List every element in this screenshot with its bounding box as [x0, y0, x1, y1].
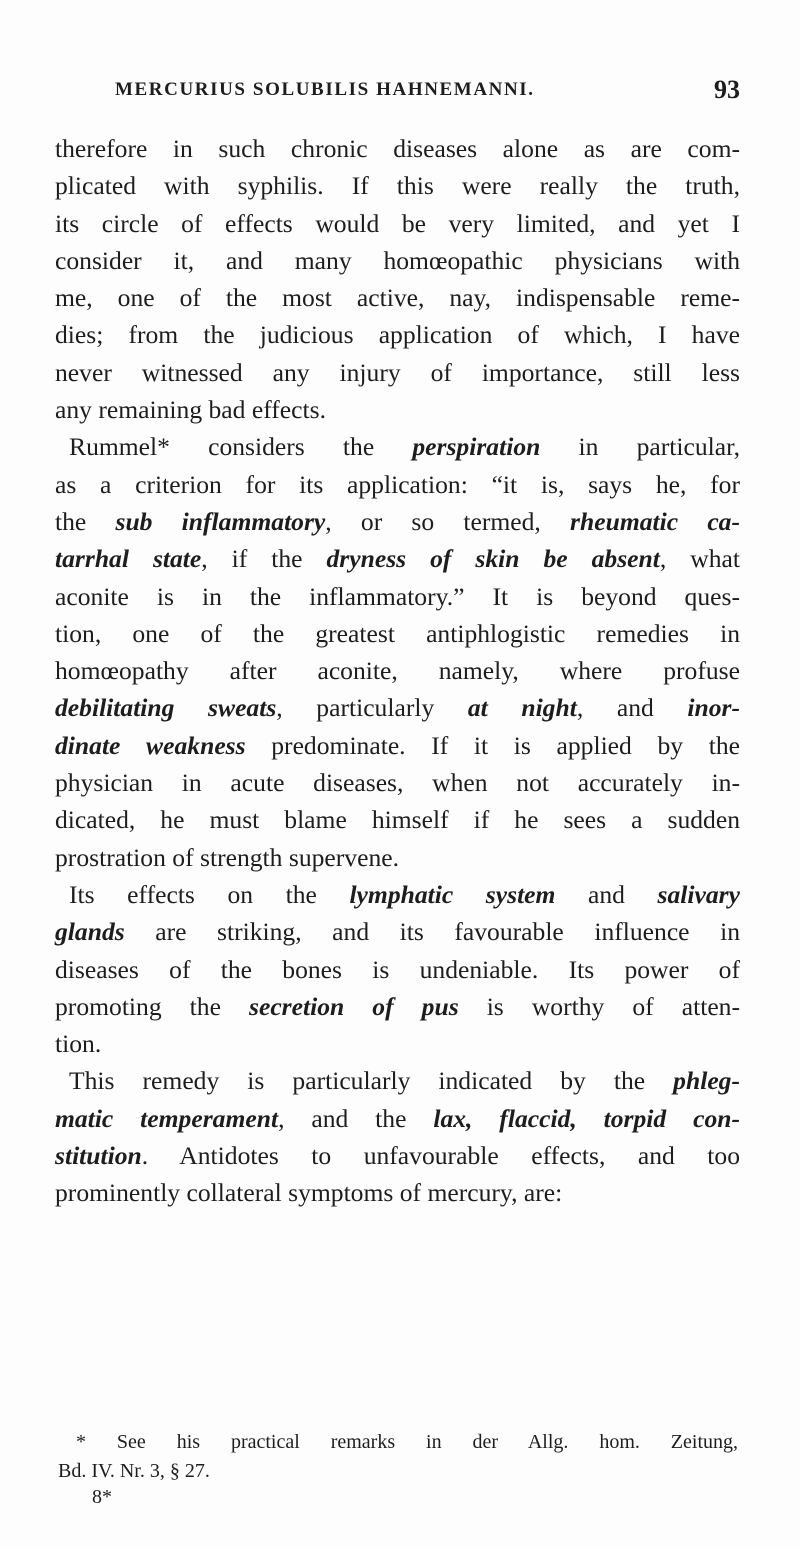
text-line: homœopathy after aconite, namely, where profuse — [55, 656, 740, 686]
text-line: matic temperament, and the lax, flaccid, torpid con- — [55, 1103, 740, 1133]
text-line: dies; from the judicious application of which, I have — [55, 320, 740, 350]
emphasis: lax, flaccid, torpid con- — [433, 1103, 740, 1133]
text-line: any remaining bad effects. — [55, 395, 326, 425]
emphasis: perspiration — [412, 432, 541, 462]
text-line: tion, one of the greatest antiphlogistic remedies in — [55, 618, 740, 648]
emphasis: tarrhal state — [55, 544, 202, 574]
text-line: dinate weakness predominate. If it is applied by the — [55, 730, 740, 760]
text-line: as a criterion for its application: “it is, says he, for — [55, 469, 740, 499]
emphasis: glands — [55, 917, 125, 947]
footnote-line: Bd. IV. Nr. 3, § 27. — [58, 1460, 210, 1482]
text-line: aconite is in the inflammatory.” It is beyond ques- — [55, 581, 740, 611]
text-line: its circle of effects would be very limited, and yet I — [55, 208, 740, 238]
text-line: This remedy is particularly indicated by the phleg- — [69, 1066, 740, 1096]
text-line: me, one of the most active, nay, indispensable reme- — [55, 283, 740, 313]
text-line: tarrhal state, if the dryness of skin be absent, what — [55, 544, 740, 574]
emphasis: dryness of skin be absent — [326, 544, 660, 574]
emphasis: lymphatic system — [349, 879, 556, 909]
text-line: therefore in such chronic diseases alone as are com- — [55, 134, 740, 163]
text-line: plicated with syphilis. If this were really the truth, — [55, 171, 740, 201]
emphasis: phleg- — [673, 1066, 740, 1096]
emphasis: at night — [467, 693, 577, 723]
text-line: glands are striking, and its favourable influence in — [55, 917, 740, 947]
signature-mark: 8* — [92, 1486, 112, 1508]
footnote — [58, 1428, 738, 1486]
emphasis: stitution — [55, 1141, 142, 1171]
emphasis: inor- — [687, 693, 741, 723]
emphasis: rheumatic ca- — [570, 506, 741, 536]
running-head: MERCURIUS SOLUBILIS HAHNEMANNI. — [115, 79, 535, 100]
text-line: the sub inflammatory, or so termed, rheumatic ca- — [55, 506, 741, 536]
emphasis: debilitating sweats — [55, 693, 277, 723]
body-text — [55, 130, 740, 1212]
text-line: tion. — [55, 1029, 102, 1059]
emphasis: secretion of pus — [249, 991, 459, 1021]
emphasis: matic temperament — [55, 1103, 279, 1133]
text-line: debilitating sweats, particularly at night, and inor- — [55, 693, 741, 723]
text-line: diseases of the bones is undeniable. Its power of — [55, 954, 740, 984]
text-line: prominently collateral symptoms of mercury, are: — [55, 1178, 563, 1208]
text-line: consider it, and many homœopathic physicians with — [55, 245, 740, 275]
text-line: physician in acute diseases, when not accurately in- — [55, 768, 740, 798]
emphasis: salivary — [657, 879, 740, 909]
text-line: Rummel* considers the perspiration in particular, — [69, 432, 741, 462]
page-number: 93 — [714, 75, 740, 104]
emphasis: dinate weakness — [55, 730, 246, 760]
text-line: Its effects on the lymphatic system and salivary — [69, 879, 740, 909]
text-line: prostration of strength supervene. — [55, 842, 400, 872]
emphasis: sub inflammatory — [115, 506, 326, 536]
text-line: stitution. Antidotes to unfavourable effects, and too — [55, 1141, 740, 1171]
page-header — [115, 75, 740, 113]
text-line: never witnessed any injury of importance, still less — [55, 357, 740, 387]
footnote-line: * See his practical remarks in der Allg. hom. Zeitung, — [76, 1431, 738, 1453]
text-line: dicated, he must blame himself if he sees a sudden — [55, 805, 740, 835]
text-line: promoting the secretion of pus is worthy of atten- — [55, 991, 740, 1021]
